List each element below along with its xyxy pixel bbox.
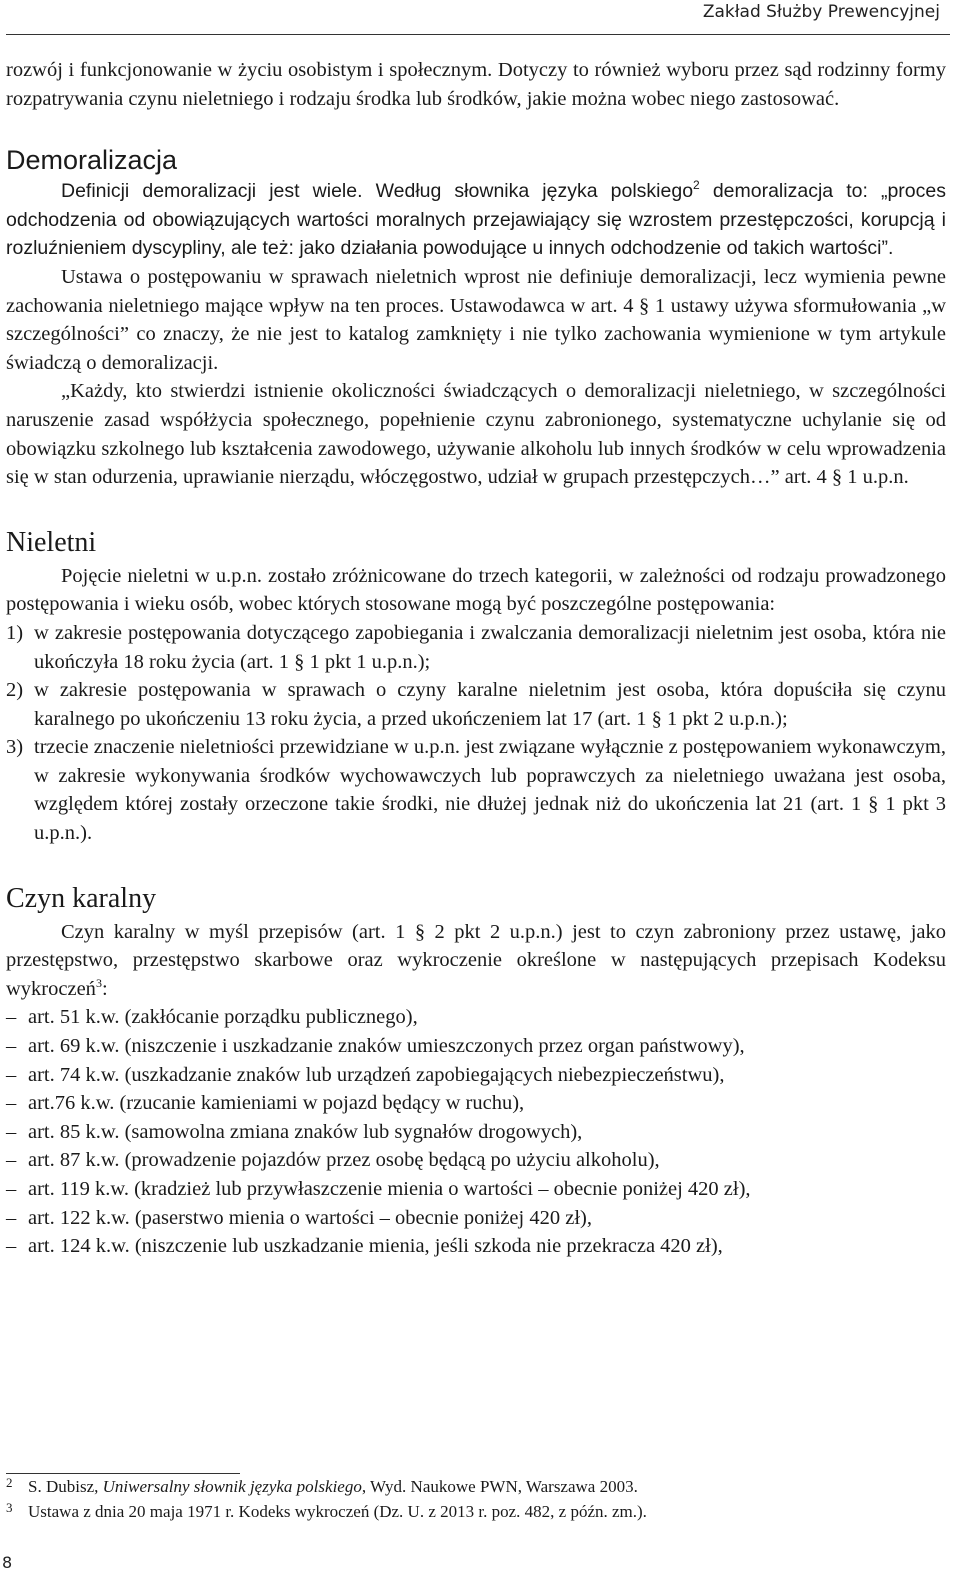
footnotes bbox=[6, 1474, 946, 1524]
nieletni-intro: Pojęcie nieletni w u.p.n. zostało zróżnicowane do trzech kategorii, w zależności od rodzaju prowadzonego postępowania i wieku osób, wobec których stosowane mogą być poszczególne postępowania: bbox=[6, 564, 946, 616]
list-item bbox=[6, 1032, 946, 1061]
list-item-text: art. 74 k.w. (uszkadzanie znaków lub urządzeń zapobiegających niebezpieczeństwu), bbox=[28, 1063, 725, 1086]
dash-bullet: – bbox=[6, 1120, 17, 1143]
header-rule bbox=[6, 34, 950, 35]
list-item bbox=[6, 1146, 946, 1175]
demoralizacja-p1-text-cont: demoralizacja to: „proces odchodzenia od obowiązujących wartości moralnych przejawiający się wzrostem przestępczości, korupcją i rozluźnieniem dyscypliny, ale też: jako działania powodujące u innych odchodzenie od takich wartości”. bbox=[6, 180, 946, 260]
list-item bbox=[6, 1089, 946, 1118]
list-item-text: art. 85 k.w. (samowolna zmiana znaków lub sygnałów drogowych), bbox=[28, 1120, 583, 1143]
page-content bbox=[6, 56, 946, 1261]
heading-nieletni: Nieletni bbox=[6, 526, 97, 558]
heading-demoralizacja: Demoralizacja bbox=[6, 145, 178, 176]
list-item-text: art.76 k.w. (rzucanie kamieniami w pojazd będący w ruchu), bbox=[28, 1092, 525, 1115]
list-item bbox=[6, 676, 946, 733]
list-item bbox=[6, 733, 946, 847]
dash-bullet: – bbox=[6, 1149, 17, 1172]
footnote-number: 2 bbox=[6, 1475, 13, 1490]
list-item-text: w zakresie postępowania w sprawach o czyny karalne nieletnim jest osoba, która dopuściła się czynu karalnego po ukończeniu 13 roku życia, a przed ukończeniem lat 17 (art. 1 § 1 pkt 2 u.p.n.); bbox=[34, 679, 946, 730]
dash-bullet: – bbox=[6, 1006, 17, 1029]
dash-bullet: – bbox=[6, 1206, 17, 1229]
czyn-karalny-intro-text: Czyn karalny w myśl przepisów (art. 1 § 2 pkt 2 u.p.n.) jest to czyn zabroniony przez ustawę, jako przestępstwo, przestępstwo skarbowe oraz wykroczenie określone w następujących przepisach Kodeksu wykroczeń bbox=[6, 920, 946, 1000]
list-item-text: art. 122 k.w. (paserstwo mienia o wartości – obecnie poniżej 420 zł), bbox=[28, 1206, 592, 1229]
list-item bbox=[6, 1204, 946, 1233]
list-item-text: art. 119 k.w. (kradzież lub przywłaszczenie mienia o wartości – obecnie poniżej 420 zł), bbox=[28, 1178, 751, 1200]
list-item bbox=[6, 1061, 946, 1090]
list-item bbox=[6, 1232, 946, 1261]
list-item-number: 2) bbox=[6, 679, 24, 702]
dash-bullet: – bbox=[6, 1035, 17, 1058]
list-item-number: 3) bbox=[6, 736, 24, 759]
intro-paragraph: rozwój i funkcjonowanie w życiu osobistym i społecznym. Dotyczy to również wyboru przez sąd rodzinny formy rozpatrywania czynu nieletniego i rodzaju środka lub środków, jakie można wobec niego zastosować. bbox=[6, 59, 946, 110]
footnote-title: Uniwersalny słownik języka polskiego bbox=[102, 1477, 362, 1496]
dash-bullet: – bbox=[6, 1178, 17, 1200]
czyn-karalny-list bbox=[6, 1003, 946, 1260]
list-item-text: w zakresie postępowania dotyczącego zapobiegania i zwalczania demoralizacji nieletnim jest osoba, która nie ukończyła 18 roku życia (art. 1 § 1 pkt 1 u.p.n.); bbox=[34, 621, 946, 673]
list-item-number: 1) bbox=[6, 621, 24, 644]
demoralizacja-paragraph-2: Ustawa o postępowaniu w sprawach nieletnich wprost nie definiuje demoralizacji, lecz wymienia pewne zachowania nieletniego mające wpływ na ten proces. Ustawodawca w art. 4 § 1 ustawy używa sformułowania „w szczególności” co znaczy, że nie jest to katalog zamknięty i nie tylko zachowania wymienione w tym artykule świadczą o demoralizacji. bbox=[6, 265, 946, 374]
list-item bbox=[6, 1118, 946, 1147]
czyn-karalny-intro bbox=[6, 918, 946, 1004]
footnote-ref-2[interactable]: 2 bbox=[693, 178, 700, 193]
list-item-text: art. 124 k.w. (niszczenie lub uszkadzanie mienia, jeśli szkoda nie przekracza 420 zł), bbox=[28, 1235, 723, 1258]
footnote-3 bbox=[6, 1499, 946, 1524]
dash-bullet: – bbox=[6, 1063, 17, 1086]
demoralizacja-p1-text: Definicji demoralizacji jest wiele. Według słownika języka polskiego bbox=[61, 180, 694, 203]
list-item bbox=[6, 1175, 946, 1204]
footnote-ref-3[interactable]: 3 bbox=[95, 975, 102, 990]
list-item bbox=[6, 619, 946, 676]
czyn-karalny-intro-colon: : bbox=[101, 977, 108, 1000]
list-item-text: art. 51 k.w. (zakłócanie porządku publicznego), bbox=[28, 1006, 418, 1029]
footnote-text: Ustawa z dnia 20 maja 1971 r. Kodeks wykroczeń (Dz. U. z 2013 r. poz. 482, z późn. zm.). bbox=[28, 1502, 647, 1521]
list-item-text: art. 69 k.w. (niszczenie i uszkadzanie znaków umieszczonych przez organ państwowy), bbox=[28, 1035, 745, 1058]
footnote-text: S. Dubisz, bbox=[28, 1477, 103, 1496]
running-header: Zakład Służby Prewencyjnej bbox=[702, 2, 940, 22]
demoralizacja-paragraph-1 bbox=[6, 177, 946, 263]
footnote-text-cont: , Wyd. Naukowe PWN, Warszawa 2003. bbox=[361, 1477, 638, 1496]
footnote-number: 3 bbox=[6, 1500, 13, 1515]
dash-bullet: – bbox=[6, 1092, 17, 1115]
heading-czyn-karalny: Czyn karalny bbox=[6, 882, 157, 914]
footnote-2 bbox=[6, 1474, 946, 1499]
dash-bullet: – bbox=[6, 1235, 17, 1258]
demoralizacja-quote: „Każdy, kto stwierdzi istnienie okoliczności świadczących o demoralizacji nieletniego, w szczególności naruszenie zasad współżycia społecznego, popełnienie czynu zabronionego, systematyczne uchylanie się od obowiązku szkolnego lub kształcenia zawodowego, używanie alkoholu lub innych środków w celu wprowadzenia się w stan odurzenia, uprawianie nierządu, włóczęgostwo, udział w grupach przestępczych…” art. 4 § 1 u.p.n. bbox=[6, 380, 946, 489]
nieletni-list bbox=[6, 619, 946, 848]
list-item-text: trzecie znaczenie nieletniości przewidziane w u.p.n. jest związane wyłącznie z postępowaniem wykonawczym, w zakresie wykonywania środków wychowawczych lub poprawczych za nieletniego uważana jest osoba, względem której zostały orzeczone takie środki, nie dłużej jednak niż do ukończenia lat 21 (art. 1 § 1 pkt 3 u.p.n.). bbox=[34, 736, 946, 845]
list-item-text: art. 87 k.w. (prowadzenie pojazdów przez osobę będącą po użyciu alkoholu), bbox=[28, 1149, 660, 1172]
list-item bbox=[6, 1003, 946, 1032]
page-number: 8 bbox=[2, 1553, 13, 1572]
